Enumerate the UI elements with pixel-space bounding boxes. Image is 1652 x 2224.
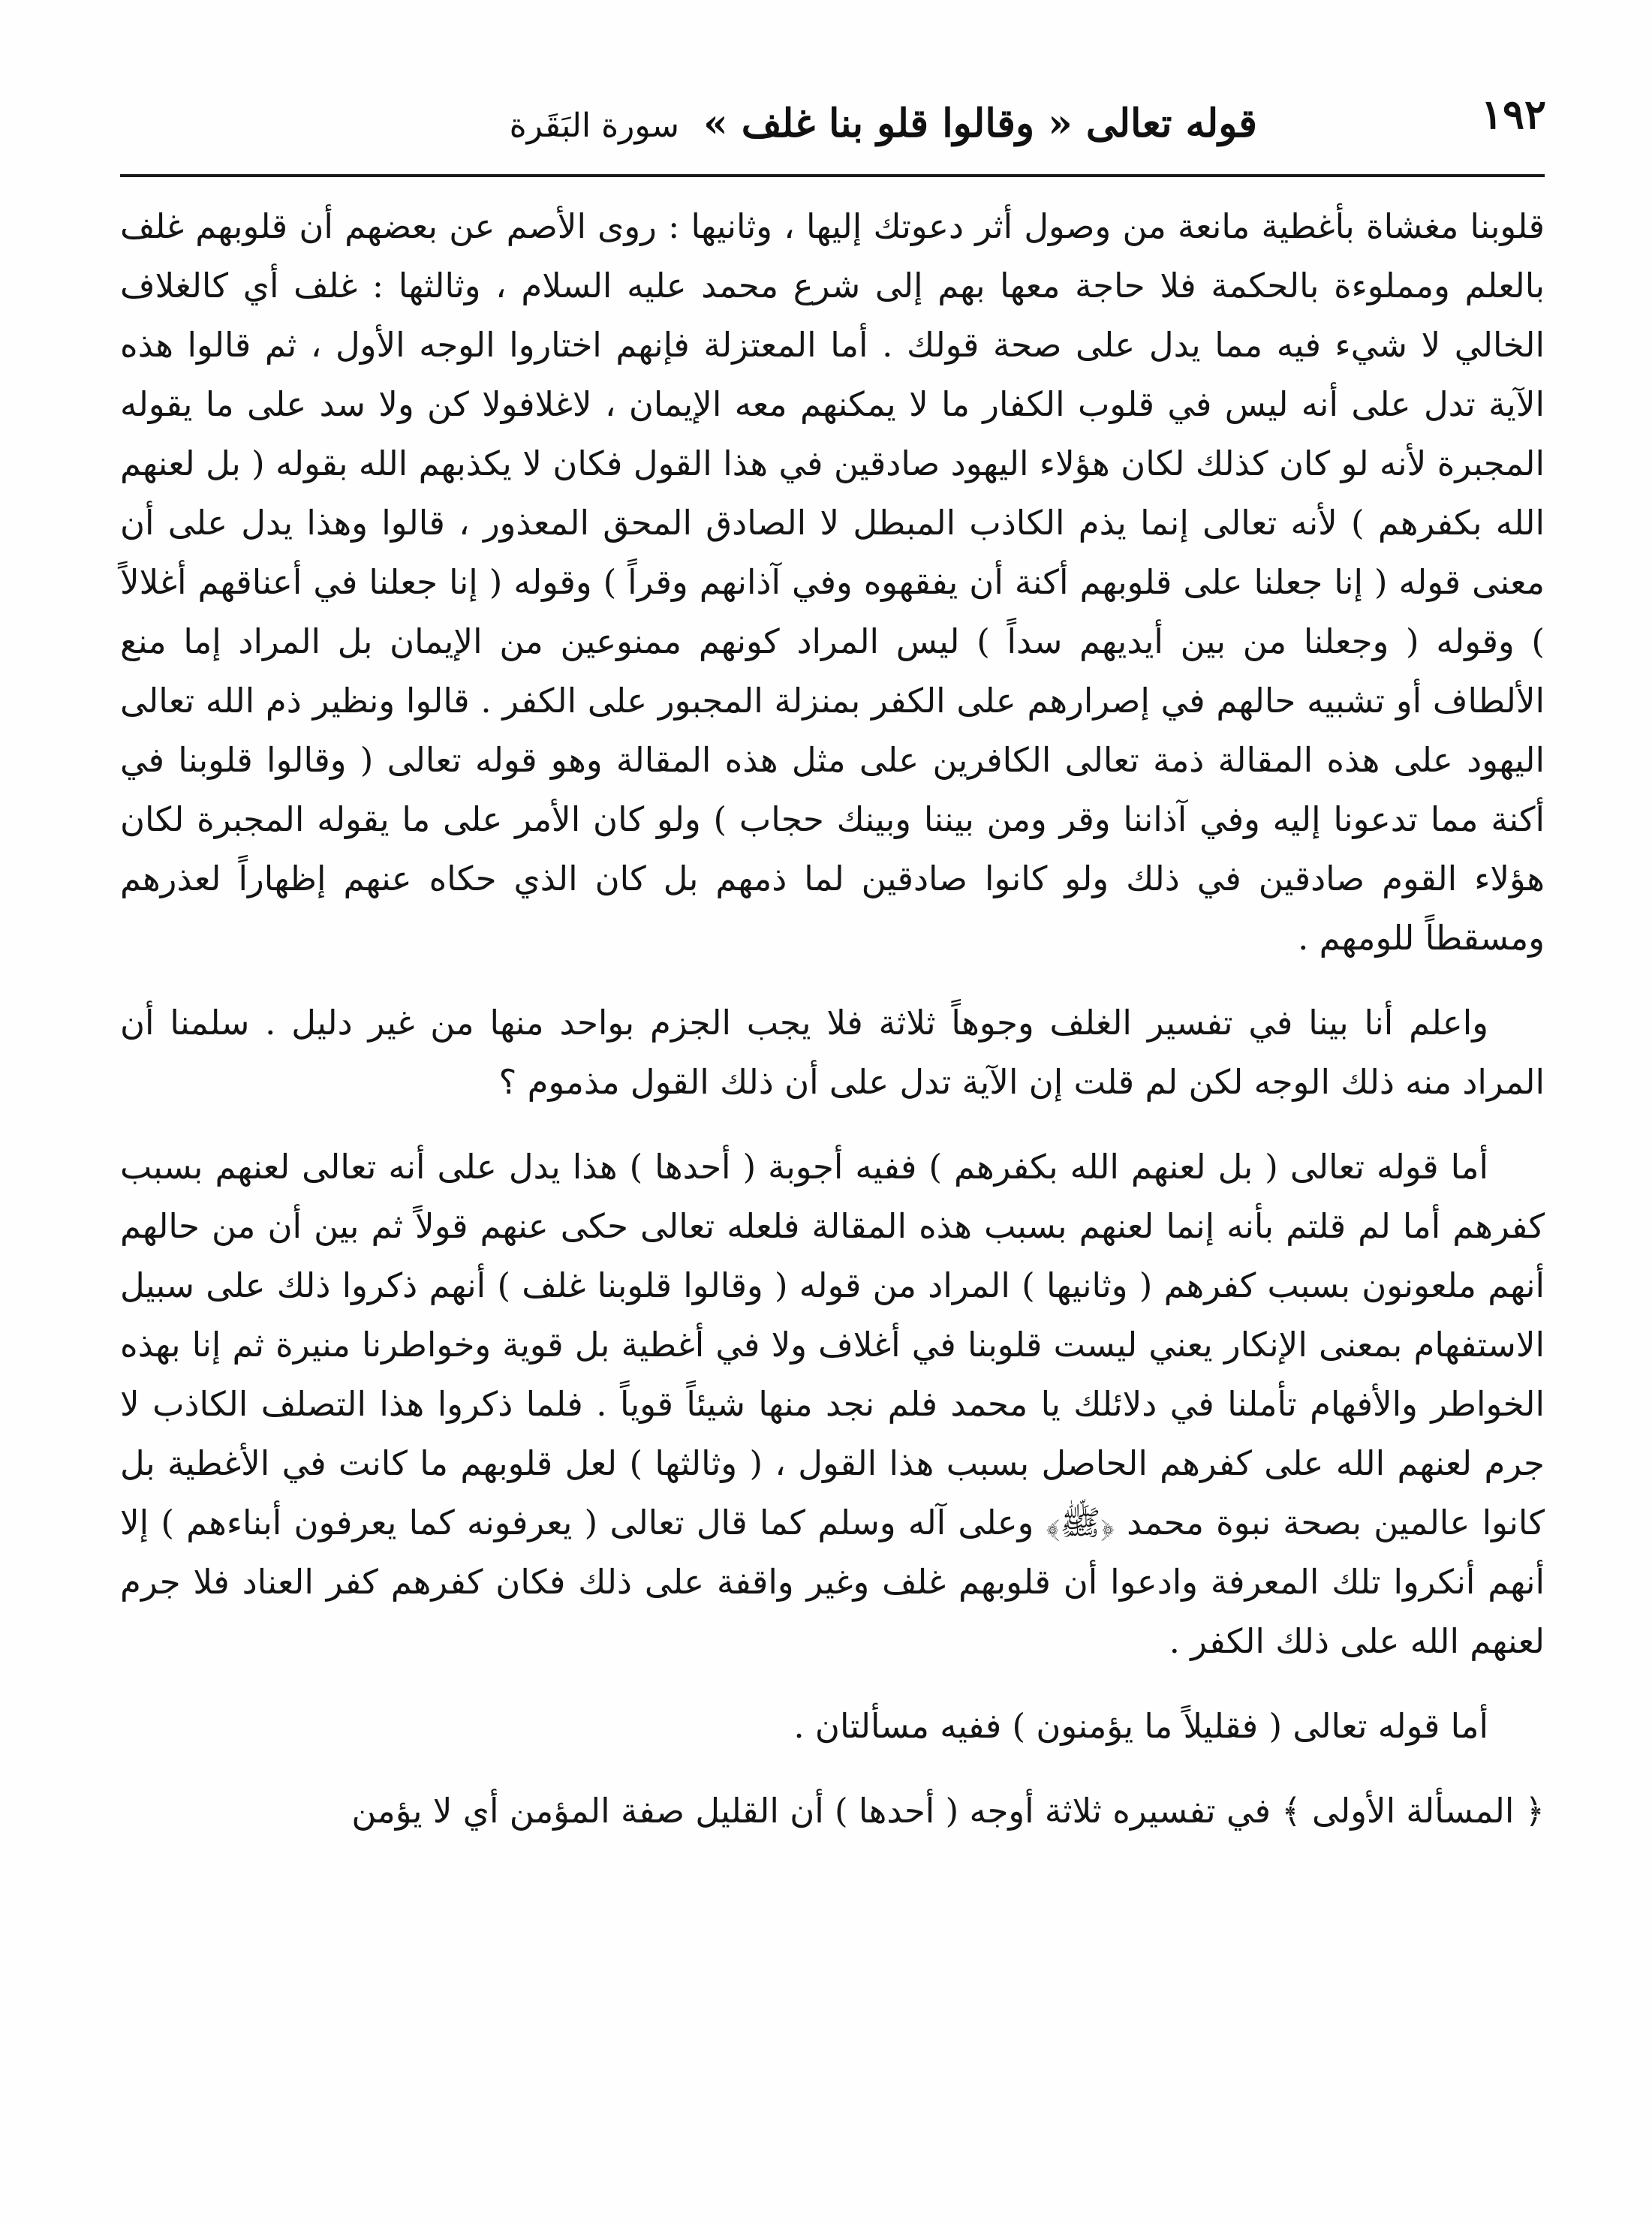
running-title-text: قوله تعالى « وقالوا قلو بنا غلف » bbox=[703, 101, 1257, 146]
paragraph-1: قلوبنا مغشاة بأغطية مانعة من وصول أثر دعوتك إليها ، وثانيها : روى الأصم عن بعضهم أن قلوبهم غلف بالعلم ومملوءة بالحكمة فلا حاجة معها بهم إلى شرع محمد عليه السلام ، وثالثها : غلف أي كالغلاف الخالي لا شيء فيه مما يدل على صحة قولك . أما المعتزلة فإنهم اختاروا الوجه الأول ، ثم قالوا هذه الآية تدل على أنه ليس في قلوب الكفار ما لا يمكنهم معه الإيمان ، لاغلافولا كن ولا سد على ما يقوله المجبرة لأنه لو كان كذلك لكان هؤلاء اليهود صادقين في هذا القول فكان لا يكذبهم الله بقوله ( بل لعنهم الله بكفرهم ) لأنه تعالى إنما يذم الكاذب المبطل لا الصادق المحق المعذور ، قالوا وهذا يدل على أن معنى قوله ( إنا جعلنا على قلوبهم أكنة أن يفقهوه وفي آذانهم وقراً ) وقوله ( إنا جعلنا في أعناقهم أغلالاً ) وقوله ( وجعلنا من بين أيديهم سداً ) ليس المراد كونهم ممنوعين من الإيمان بل المراد إما منع الألطاف أو تشبيه حالهم في إصرارهم على الكفر بمنزلة المجبور على الكفر . قالوا ونظير ذم الله تعالى اليهود على هذه المقالة ذمة تعالى الكافرين على مثل هذه المقالة وهو قوله تعالى ( وقالوا قلوبنا في أكنة مما تدعونا إليه وفي آذاننا وقر ومن بيننا وبينك حجاب ) ولو كان الأمر على ما يقوله المجبرة لكان هؤلاء القوم صادقين في ذلك ولو كانوا صادقين لما ذمهم بل كان الذي حكاه عنهم إظهاراً لعذرهم ومسقطاً للومهم . bbox=[120, 206, 1545, 958]
page-header bbox=[120, 90, 1546, 169]
paragraph-2: واعلم أنا بينا في تفسير الغلف وجوهاً ثلاثة فلا يجب الجزم بواحد منها من غير دليل . سلمنا أن المراد منه ذلك الوجه لكن لم قلت إن الآية تدل على أن ذلك القول مذموم ؟ bbox=[120, 1003, 1545, 1102]
body-text bbox=[120, 197, 1545, 1840]
paragraph-5: ﴿ المسألة الأولى ﴾ في تفسيره ثلاثة أوجه ( أحدها ) أن القليل صفة المؤمن أي لا يؤمن bbox=[351, 1791, 1545, 1831]
paragraph-3: أما قوله تعالى ( بل لعنهم الله بكفرهم ) ففيه أجوبة ( أحدها ) هذا يدل على أنه تعالى لعنهم بسبب كفرهم أما لم قلتم بأنه إنما لعنهم بسبب هذه المقالة فلعله تعالى حكى عنهم قولاً ثم بين أن من حالهم أنهم ملعونون بسبب كفرهم ( وثانيها ) المراد من قوله ( وقالوا قلوبنا غلف ) أنهم ذكروا ذلك على سبيل الاستفهام بمعنى الإنكار يعني ليست قلوبنا في أغلاف ولا في أغطية بل قوية وخواطرنا منيرة ثم إنا بهذه الخواطر والأفهام تأملنا في دلائلك يا محمد فلم نجد منها شيئاً قوياً . فلما ذكروا هذا التصلف الكاذب لا جرم لعنهم الله على كفرهم الحاصل بسبب هذا القول ، ( وثالثها ) لعل قلوبهم ما كانت في الأغطية بل كانوا عالمين بصحة نبوة محمد ﴿ﷺ﴾ وعلى آله وسلم كما قال تعالى ( يعرفونه كما يعرفون أبناءهم ) إلا أنهم أنكروا تلك المعرفة وادعوا أن قلوبهم غلف وغير واقفة على ذلك فكان كفرهم كفر العناد فلا جرم لعنهم الله على ذلك الكفر . bbox=[120, 1147, 1545, 1661]
surah-name: سورة البَقَرة bbox=[509, 107, 679, 145]
paragraph-4: أما قوله تعالى ( فقليلاً ما يؤمنون ) ففيه مسألتان . bbox=[793, 1706, 1488, 1746]
page-number: ١٩٢ bbox=[1480, 90, 1546, 138]
running-title bbox=[510, 101, 1257, 146]
header-divider bbox=[120, 174, 1545, 177]
